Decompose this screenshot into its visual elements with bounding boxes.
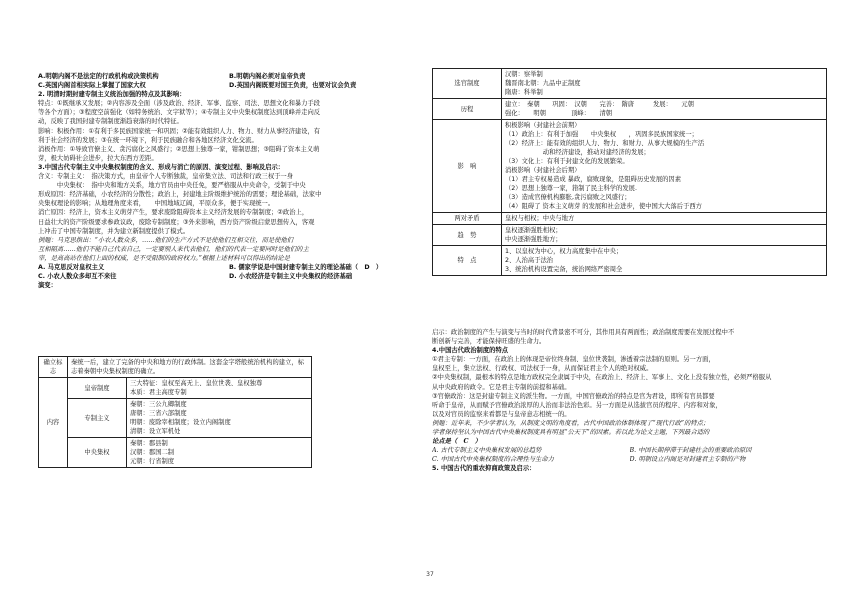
content-label: 内容 <box>39 378 68 468</box>
row-item: 3、统治机构设置完备，统治网络严密周全 <box>505 266 623 273</box>
row-item: 汉朝：郡国二制 <box>130 449 175 456</box>
text-line: 2. 明清时期封建专制主义统治加强的特点及其影响： <box>38 91 186 99</box>
text-line: 日益壮大的资产阶级要求参政议政，废除专制制度；③外来影响，西方资产阶级启蒙思想传入，客观 <box>38 218 315 226</box>
text-line: 演变： <box>38 282 57 290</box>
row-category: 选官制度 <box>433 69 502 99</box>
text-line: 消极作用：①导致官僚主义、贪污腐化之风盛行；②思想上独尊一家，钳制思想；③阻碍了资本主义萌 <box>38 145 320 153</box>
row-category: 中央集权 <box>68 438 127 468</box>
right-column <box>432 328 827 474</box>
row-item: 1、以皇权为中心，权力高度集中在中央； <box>505 248 623 255</box>
table-row <box>39 357 312 378</box>
text-line: 互相隔离……他们不能自己代表自己，一定要别人来代表他们，他们的代表一定要同时是他们的主 <box>38 245 309 253</box>
row-item: 皇权逐渐强胜相权； <box>505 227 562 234</box>
text-line: 3.中国古代专制主义中央集权制度的含义、形成与消亡的原因、演变过程、影响及启示： <box>38 163 285 171</box>
text-line: 皇权至上，集立法权、行政权、司法权于一身，从而保证君主个人的绝对权威。 <box>432 365 653 373</box>
option-right: B. 儒家学说是中国封建专制主义的理论基础（ D ） <box>229 263 383 271</box>
table-row <box>39 399 312 438</box>
text-line <box>432 455 827 464</box>
establish-text: 秦统一后，建立了完备的中央和地方的行政体制。这套金字塔般统治机构的建立，标志着秦朝中央集权制度的确立。 <box>68 357 312 378</box>
text-line: 动，反映了我国封建专制制度渐趋衰落的时代特征。 <box>38 118 183 126</box>
row-item: 隋唐：科举制 <box>505 89 543 96</box>
row-item: （2）思想上独尊一家，箝制了民主科学的发展. <box>505 185 637 192</box>
row-category: 趋 势 <box>433 225 502 246</box>
table-row <box>433 213 827 225</box>
text-line: 中央集权： 指中央和地方关系，地方官员由中央任免，要严格服从中央命令，受制于中央 <box>38 182 306 190</box>
establish-label: 确立标志 <box>39 357 68 378</box>
text-line: 例题：马克思指出：“小农人数众多，……他们的生产方式不是使他们互相交往，而是使他们 <box>38 236 294 244</box>
text-line: 从中央政府的政令。它是君主专制的前提和基础。 <box>432 383 571 391</box>
row-category: 两对矛盾 <box>433 213 502 225</box>
text-line: 消亡原因：经济上，资本主义萌芽产生，要求废除阻碍资本主义经济发展的专制制度；②政治上， <box>38 209 309 217</box>
text-line <box>38 72 420 81</box>
text-line: 含义：专制主义： 指决策方式，由皇帝个人专断独裁，皇帝集立法、司法和行政三权于一身 <box>38 173 294 181</box>
page-number: 37 <box>426 571 434 578</box>
text-line: 上冲击了中国专制制度，并为建立新制度提供了模式。 <box>38 227 190 235</box>
option-left: A.明朝内阁不是法定的行政机构或决策机构 <box>38 73 159 80</box>
option-right: D. 小农经济是专制主义中央集权的经济基础 <box>229 273 353 281</box>
option-left: A. 马克思反对皇权主义 <box>38 263 105 271</box>
text-line <box>432 446 827 455</box>
text-line: 等各个方面）；③程度空前强化（如特务统治、文字狱等）；④专制主义中央集权制度达到顶峰并走向反 <box>38 109 321 117</box>
table-row <box>433 246 827 276</box>
text-line: 启示：政治制度的产生与演变与当时的时代背景密不可分，其作用具有两面性；政治制度需要在发展过程中不 <box>432 329 735 336</box>
row-item: （2）经济上：能有效的组织人力、物力、和财力、从事大规模的生产活 <box>505 140 705 147</box>
text-line: 听命于皇帝，从而赋予官僚政治浓厚的人治而非法治色彩。另一方面是从选拔官员的程序、内容和对象， <box>432 401 722 409</box>
text-line: 论点是（ C ） <box>432 438 482 446</box>
option-right: B.明朝内阁必须对皇帝负责 <box>229 73 306 80</box>
row-category: 影 响 <box>433 120 502 213</box>
row-item: 唐朝：三省六部制度 <box>130 410 187 417</box>
row-item: （1）君主专权易造成 暴政，腐败现象，是阻碍历史发展的因素 <box>505 176 682 183</box>
table-row <box>433 120 827 213</box>
text-line: 影响：积极作用：①有利于多民族国家统一和巩固；②能有效组织人力、物力、财力从事经济建设，有 <box>38 127 321 135</box>
row-item: 建立： 秦朝 巩固： 汉朝 完善： 隋唐 发展： 元朝 <box>505 101 694 108</box>
row-item: （3）文化上：有利于封建文化的发展繁荣。 <box>505 158 629 165</box>
option-left: C. 小农人数众多却互不来往 <box>38 273 117 281</box>
text-line: 5. 中国古代的重农抑商政策及启示： <box>432 465 536 473</box>
text-line: 4.中国古代政治制度的特点 <box>432 347 509 355</box>
text-line <box>38 272 420 281</box>
row-item: 中央逐渐强胜地方； <box>505 236 562 243</box>
option-right: D.英国内阁既要对国王负责，也要对议会负责 <box>229 82 357 90</box>
row-item: 元朝：行省制度 <box>130 458 175 465</box>
text-line: 学者保持坚认为中国古代中央集权制度具有明显“公天下”的因素。若以此为论文主题，下列最合适的 <box>432 429 710 437</box>
row-item: 皇权与相权；中央与地方 <box>505 215 575 222</box>
text-line: 央集权理论的影响；从地理角度来看， 中国地域辽阔，平原众多，便于实现统一。 <box>38 200 275 208</box>
row-category: 皇帝制度 <box>68 378 127 399</box>
row-item: 明朝：废除宰相制度；设立内阁制度 <box>130 419 231 426</box>
row-category: 专制主义 <box>68 399 127 438</box>
text-line <box>38 263 420 272</box>
table-row <box>433 225 827 246</box>
text-line: 特点：①既继承又发展；②内容涉及全面（涉及政治、经济、军事、监察、司法、思想文化和暴力手段 <box>38 100 321 108</box>
row-item: （4）阻碍了 资本主义萌芽 的发展和社会进步，使中国大大落后于西方 <box>505 203 702 210</box>
text-line: 利于社会经济的发展；③在统一环境下，利于民族融合和各地区经济文化交流。 <box>38 136 258 144</box>
row-item: 三大特征：皇权至高无上、皇位世袭、皇权独尊 <box>130 380 263 387</box>
row-item: （3）造成官僚机构膨胀,贪污腐败之风盛行； <box>505 194 631 201</box>
row-item: 2、人治高于法治 <box>505 257 554 264</box>
left-column <box>38 72 420 290</box>
row-item: 强化： 明朝 顶峰： 清朝 <box>505 110 613 117</box>
table-row <box>433 69 827 99</box>
evolution-table <box>38 356 312 468</box>
text-line: 例题：近年来，不少学者认为，从制度文明的角度看，古代中国政治体制体现了“现代行政”的特点； <box>432 419 710 427</box>
text-line: ①君主专制：一方面，在政治上的体现是帝位终身制、皇位世袭制，渗透着宗法制的原则。另一方面， <box>432 356 715 364</box>
row-item: 秦朝：三公九卿制度 <box>130 401 187 408</box>
option-left: C. 中国古代中央集权制度的合理性与生命力 <box>432 456 554 464</box>
features-table <box>432 68 827 276</box>
row-item: 动和经济建设，推动对建经济的发展； <box>505 149 650 156</box>
option-right: D. 明朝设立内阁是对封建君主专制的产物 <box>629 456 746 464</box>
text-line: 断创新与完善，才能保持旺盛的生命力。 <box>432 338 546 346</box>
text-line: 以及对官员的监察来看都是与皇帝意志相统一的。 <box>432 410 571 418</box>
row-item: 清朝：设立军机处 <box>130 428 181 435</box>
option-left: A. 古代专制主义中央集权发展的总趋势 <box>432 447 542 455</box>
text-line: ③官僚政治：这是封建专制主义的派生物。一方面，中国官僚政治的特点是官为君设，即所有官员都要 <box>432 392 715 400</box>
table-row <box>39 378 312 399</box>
table-row <box>433 99 827 120</box>
option-left: C.英国内阁首相实际上掌握了国家大权 <box>38 82 146 90</box>
table-row <box>39 438 312 468</box>
row-item: 本质：君主高度专制 <box>130 389 187 396</box>
row-item: （1）政治上：有利于加强 中央集权 ，巩固多民族国家统一； <box>505 131 698 138</box>
row-item: 消极影响（封建社会后期） <box>505 167 581 174</box>
text-line: 芽，极大妨碍社会进步，拉大东西方差距。 <box>38 154 158 162</box>
row-category: 特 点 <box>433 246 502 276</box>
row-category: 历程 <box>433 99 502 120</box>
text-line <box>38 81 420 90</box>
row-item: 积极影响（封建社会前期） <box>505 122 581 129</box>
row-item: 魏晋南北朝：九品中正制度 <box>505 80 581 87</box>
option-right: B. 中国长期停滞于封建社会的重要政治原因 <box>629 447 752 455</box>
text-line: 形成原因：经济基础，小农经济的分散性；政治上，封建地主阶级维护统治的需要；理论基础，法家中 <box>38 191 322 199</box>
text-line: ②中央集权制，最根本的特点是地方政权完全隶属于中央，在政治上、经济上、军事上、文化上没有独立性，必须严格服从 <box>432 374 772 382</box>
row-item: 汉朝：察举制 <box>505 71 543 78</box>
text-line: 宰，是高高站在他们上面的权威，是不受限制的政府权力。”根据上述材料可以得出的结论是 <box>38 254 290 262</box>
row-item: 秦朝：郡县制 <box>130 440 168 447</box>
